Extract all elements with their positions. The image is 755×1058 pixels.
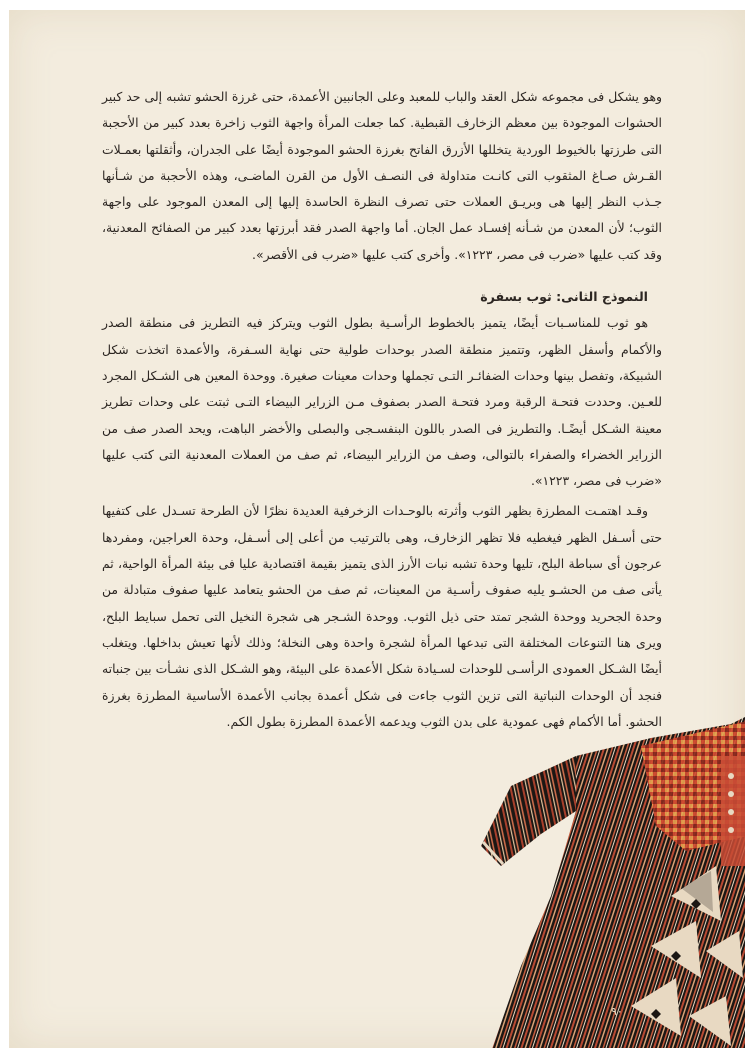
page-number: ٩٠ xyxy=(611,1005,623,1018)
paragraph-1: وهو يشكل فى مجموعه شكل العقد والباب للمعبد وعلى الجانبين الأعمدة، حتى غرزة الحشو تشبه إلى حد كبير الحشوات الموجودة بين معظم الزخارف القبطية. كما جعلت المرأة واجهة الثوب زاخرة بعدد كبير من الأحجبة التى طرزتها بالخيوط الوردية يتخللها الأزرق الفاتح بغرزة الحشو الموجودة أيضًا على الجدران، وأثقلتها بعمـلات القـرش صـاغ المثقوب التى كانـت متداولة فى النصـف الأول من القرن الماضـى، وهذه الأحجبة من شـأنها جـذب النظر إليها هى وبريـق العملات حتى تصرف النظرة الحاسدة إليها إلى المعدن الموجود على واجهة الثوب؛ لأن المعدن من شـأنه إفسـاد عمل الجان. أما واجهة الصدر فقد أبرزتها بعدد كبير من الصفائح المعدنية، وقد كتب عليها «ضرب فى مصر، ١٢٢٣». وأخرى كتب عليها «ضرب فى الأقصر». xyxy=(102,89,662,262)
paragraph-2: هو ثوب للمناسـبات أيضًا، يتميز بالخطوط الرأسـية بطول الثوب ويتركز فيه التطريز فى منطقة الصدر والأكمام وأسفل الظهر، وتتميز منطقة الصدر بوحدات طولية حتى نهاية السـفرة، والأعمدة اتخذت شكل الشبيكة، وتفصل بينها وحدات الضفائـر التـى تجملها وحدات معينات صغيرة. ووحدة المعين هى الشـكل المجرد للعـين. وحددت فتحـة الرقبة ومرد فتحـة الصدر بصفوف مـن الزراير البيضاء التـى ثبتت على وحدات تطريز معينة الشـكل أيضًـا. والتطريز فى الصدر باللون البنفسـجى والبصلى والأخضر الباهت، ويحد الصدر صف من الزراير الخضراء والصفراء بالتوالى، وصف من الزراير البيضاء، ثم صف من العملات المعدنية التى كتب عليها «ضرب فى مصر، ١٢٢٣». xyxy=(102,315,662,489)
embroidered-dress-image xyxy=(481,716,745,1048)
body-text xyxy=(102,84,662,735)
paragraph-3: وقـد اهتمـت المطرزة بظهر الثوب وأثرته بالوحـدات الزخرفية العديدة نظرًا لأن الطرحة تسـدل على كتفيها حتى أسـفل الظهر فيغطيه فلا تظهر الزخارف، وهى بالترتيب من أعلى إلى أسـفل، وحدة العراجين، ومفردها عرجون أى سباطة البلح، تليها وحدة تشبه نبات الأرز الذى يتميز بقيمة اقتصادية عليا فى بيئة المرأة الواحية، ثم يأتى صف من الحشـو يليه صفوف رأسـية من المعينات، ثم صف من الحشو يتعامد عليها صفوف متبادلة من وحدة الجحريد ووحدة الشجر تمتد حتى ذيل الثوب. ووحدة الشـجر هى شجرة النخيل التى تحمل سبايط البلح، ويرى هنا التنوعات المختلفة التى تبدعها المرأة لشجرة واحدة وهى النخلة؛ وذلك لأنها تعيش بداخلها. ويتغلب أيضًا الشـكل العمودى الرأسـى للوحدات لسـيادة شكل الأعمدة على البيئة، وهو الشـكل الذى نشـأت بين جنباته فنجد أن الوحدات النباتية التى تزين الثوب جاءت فى شكل أعمدة بجانب الأعمدة الأساسية المطرزة بغرزة الحشو. أما الأكمام فهى عمودية على بدن الثوب ويدعمه الأعمدة المطرزة بطول الكم. xyxy=(102,503,662,729)
section-heading: النموذج الثانى: ثوب بسفرة xyxy=(480,289,648,305)
document-page xyxy=(9,10,745,1048)
